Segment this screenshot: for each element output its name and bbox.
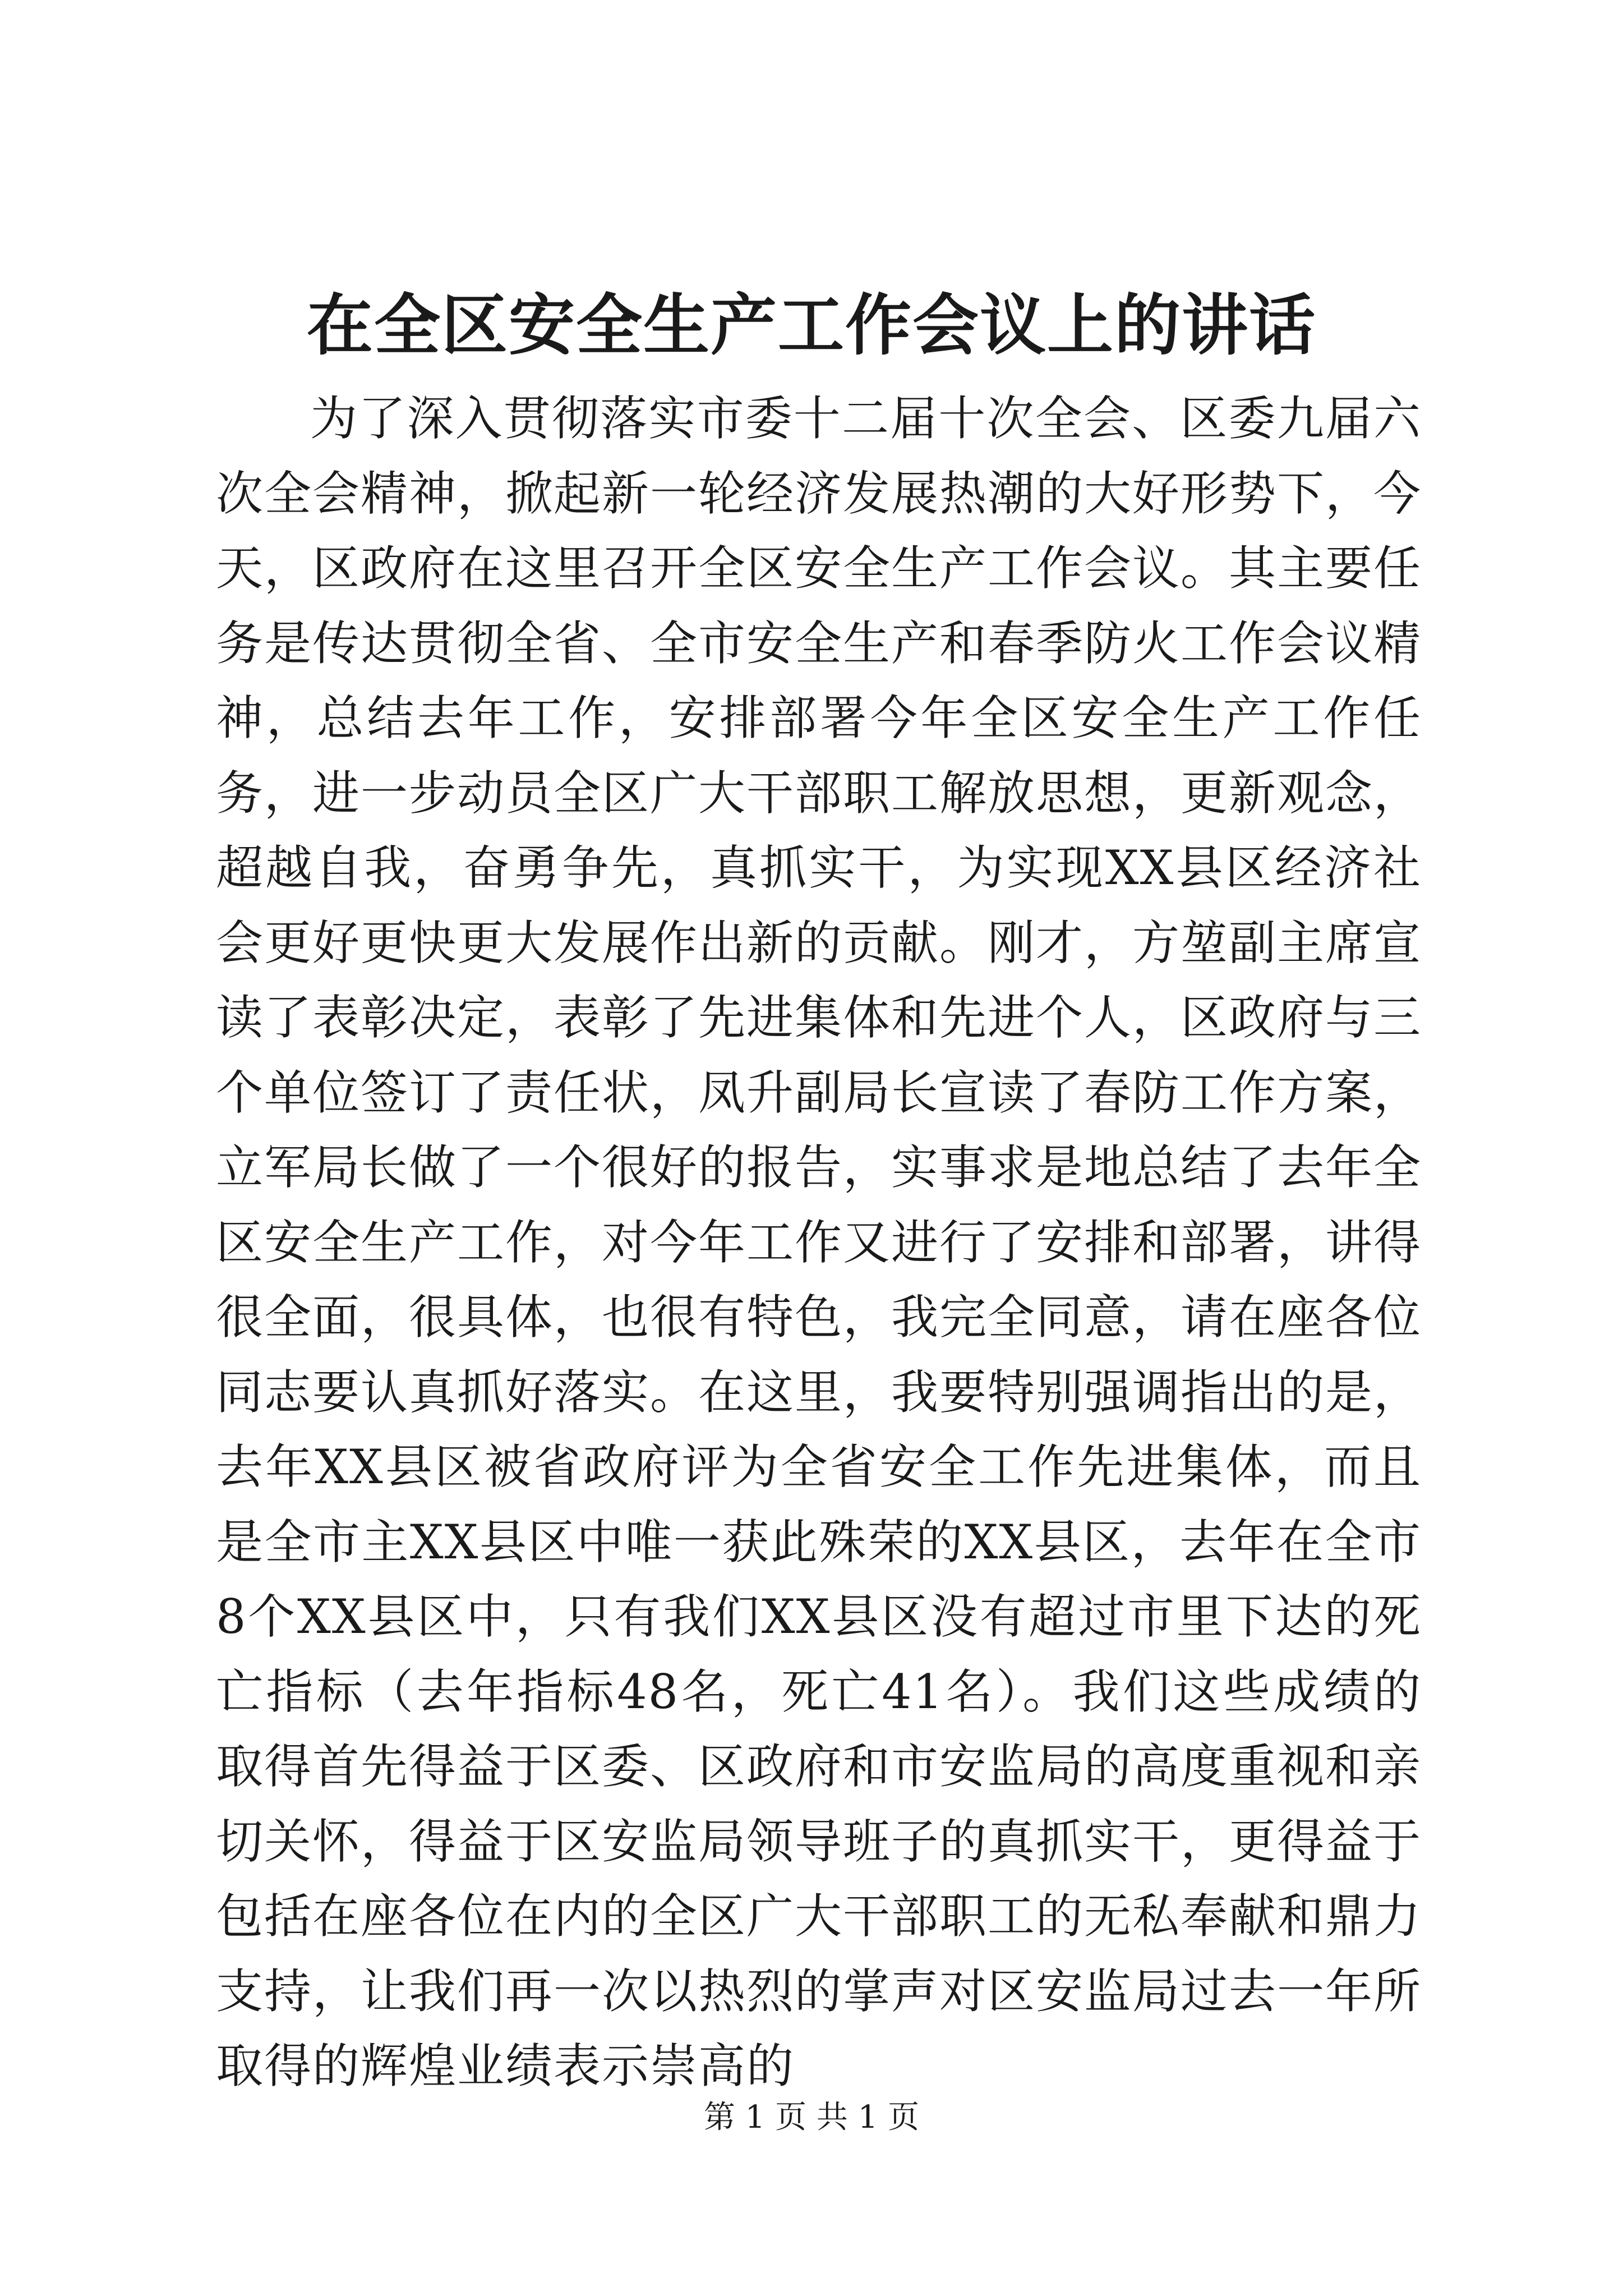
document-title: 在全区安全生产工作会议上的讲话 — [306, 286, 1316, 364]
body-paragraph: 为了深入贯彻落实市委十二届十次全会、区委九届六次全会精神，掀起新一轮经济发展热潮的大好形势下，今天，区政府在这里召开全区安全生产工作会议。其主要任务是传达贯彻全省、全市安全生产和春季防火工作会议精神，总结去年工作，安排部署今年全区安全生产工作任务，进一步动员全区广大干部职工解放思想，更新观念，超越自我，奋勇争先，真抓实干，为实现XX县区经济社会更好更快更大发展作出新的贡献。刚才，方堃副主席宣读了表彰决定，表彰了先进集体和先进个人，区政府与三个单位签订了责任状，凤升副局长宣读了春防工作方案，立军局长做了一个很好的报告，实事求是地总结了去年全区安全生产工作，对今年工作又进行了安排和部署，讲得很全面，很具体，也很有特色，我完全同意，请在座各位同志要认真抓好落实。在这里，我要特别强调指出的是，去年XX县区被省政府评为全省安全工作先进集体，而且是全市主XX县区中唯一获此殊荣的XX县区，去年在全市8个XX县区中，只有我们XX县区没有超过市里下达的死亡指标（去年指标48名，死亡41名）。我们这些成绩的取得首先得益于区委、区政府和市安监局的高度重视和亲切关怀，得益于区安监局领导班子的真抓实干，更得益于包括在座各位在内的全区广大干部职工的无私奉献和鼎力支持，让我们再一次以热烈的掌声对区安监局过去一年所取得的辉煌业绩表示崇高的 — [216, 391, 1422, 2093]
page-footer: 第 1 页 共 1 页 — [703, 2099, 920, 2136]
